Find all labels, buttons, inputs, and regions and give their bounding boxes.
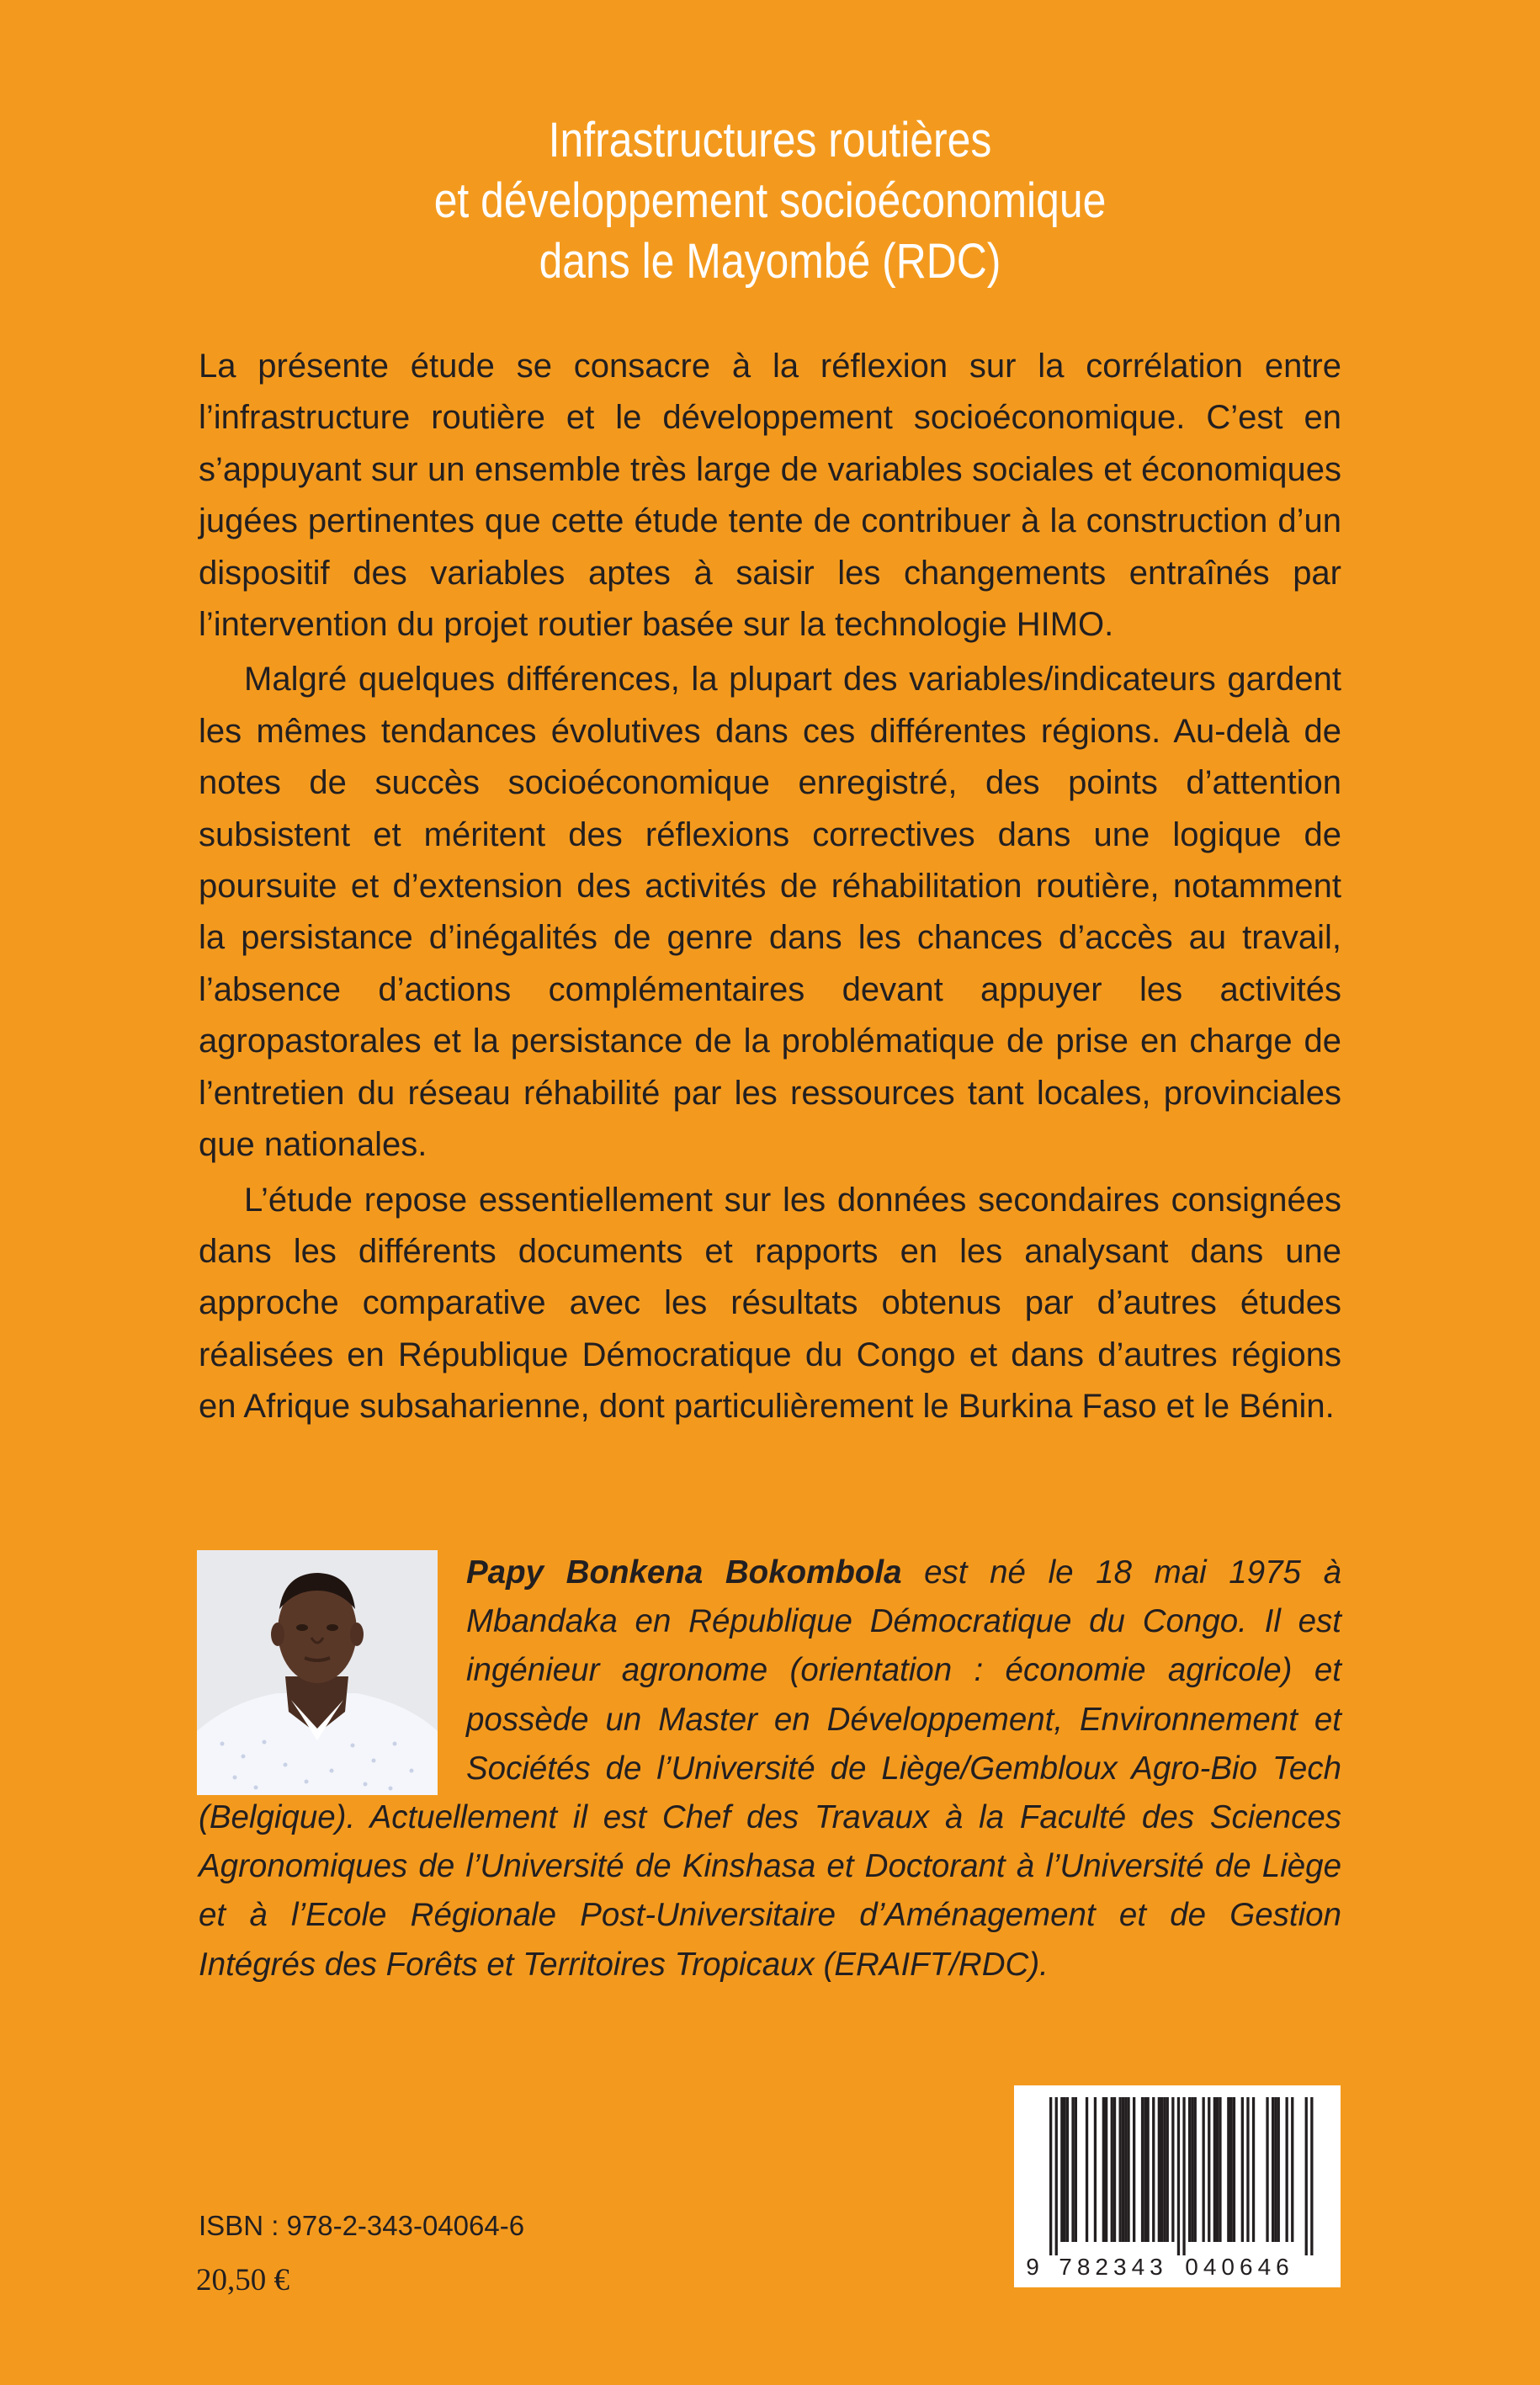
barcode-bar: [1166, 2097, 1169, 2242]
barcode-bar: [1182, 2097, 1185, 2255]
barcode-bar: [1111, 2097, 1113, 2242]
barcode-bar: [1049, 2097, 1052, 2255]
barcode-bar: [1233, 2097, 1235, 2242]
barcode-bar: [1286, 2097, 1288, 2242]
barcode-left-digits: 782343: [1059, 2254, 1168, 2280]
summary-paragraph-2: Malgré quelques différences, la plupart des variables/indicateurs gardent les mêmes tendances évolutives dans ces différentes régions. Au-delà de notes de succès socioéconomique enregistré, des points d’attention subsistent et méritent des réflexions correctives dans une logique de poursuite et d’extension des activités de réhabilitation routière, notamment la persistance d’inégalités de genre dans les chances d’accès au travail, l’absence d’actions complémentaires devant appuyer les activités agropastorales et la persistance de la problématique de prise en charge de l’entretien du réseau réhabilité par les ressources tant locales, provinciales que nationales.: [199, 661, 1341, 1164]
barcode-bar: [1230, 2097, 1233, 2242]
barcode-bar: [1219, 2097, 1221, 2242]
author-name: Papy Bonkena Bokombola: [466, 1554, 902, 1591]
barcode-bar: [1213, 2097, 1216, 2242]
barcode-bar: [1246, 2097, 1249, 2242]
barcode-bar: [1158, 2097, 1160, 2242]
book-title: [108, 110, 1432, 292]
barcode-bar: [1305, 2097, 1308, 2255]
barcode-bar: [1122, 2097, 1124, 2242]
barcode-lead-digit: 9: [1026, 2254, 1039, 2280]
barcode-bar: [1208, 2097, 1210, 2242]
barcode-bar: [1127, 2097, 1129, 2242]
barcode-bar: [1216, 2097, 1219, 2242]
barcode-bar: [1060, 2097, 1063, 2242]
barcode-bar: [1086, 2097, 1088, 2242]
author-biography: [199, 1548, 1341, 1989]
barcode-bar: [1194, 2097, 1197, 2242]
barcode-bar: [1177, 2097, 1180, 2255]
barcode-bar: [1124, 2097, 1127, 2242]
barcode-bar: [1066, 2097, 1069, 2242]
barcode-bar: [1133, 2097, 1135, 2242]
barcode-bar: [1064, 2097, 1066, 2242]
summary-paragraph-1: La présente étude se consacre à la réflexion sur la corrélation entre l’infrastructure routière et le développement socioéconomique. C’est en s’appuyant sur un ensemble très large de variables sociales et économiques jugées pertinentes que cette étude tente de contribuer à la construction d’un dispositif des variables aptes à saisir les changements entraînés par l’intervention du projet routier basée sur la technologie HIMO.: [199, 348, 1341, 644]
barcode-bar: [1171, 2097, 1174, 2242]
author-bio-text: est né le 18 mai 1975 à Mbandaka en République Démocratique du Congo. Il est ingénieur agronome (orientation : économie agricole) et possède un Master en Développement, Environnement et Sociétés de l’Université de Liège/Gembloux Agro-Bio Tech (Belgique). Actuellement il est Chef des Travaux à la Faculté des Sciences Agronomiques de l’Université de Kinshasa et Doctorant à l’Université de Liège et à l’Ecole Régionale Post-Universitaire d’Aménagement et de Gestion Intégrés des Forêts et Territoires Tropicaux (ERAIFT/RDC).: [199, 1554, 1341, 1983]
barcode-bar: [1119, 2097, 1122, 2242]
barcode-bar: [1147, 2097, 1150, 2242]
barcode-bar: [1274, 2097, 1277, 2242]
barcode-bar: [1227, 2097, 1229, 2242]
summary-paragraph-3: L’étude repose essentiellement sur les données secondaires consignées dans les différents documents et rapports en les analysant dans une approche comparative avec les résultats obtenus par d’autres études réalisées en République Démocratique du Congo et dans d’autres régions en Afrique subsaharienne, dont particulièrement le Burkina Faso et le Bénin.: [199, 1181, 1341, 1426]
title-line-1: Infrastructures routières: [548, 112, 992, 167]
barcode-bar: [1310, 2097, 1313, 2255]
barcode-bar: [1277, 2097, 1280, 2242]
barcode-bar: [1094, 2097, 1097, 2242]
barcode-bar: [1272, 2097, 1274, 2242]
barcode-bar: [1291, 2097, 1293, 2242]
title-line-3: dans le Mayombé (RDC): [539, 233, 1001, 289]
barcode-bar: [1071, 2097, 1074, 2242]
barcode-bar: [1191, 2097, 1193, 2242]
barcode-bar: [1102, 2097, 1105, 2242]
title-line-2: et développement socioéconomique: [433, 173, 1107, 228]
barcode-bar: [1075, 2097, 1077, 2242]
barcode-bar: [1163, 2097, 1166, 2242]
barcode-bar: [1152, 2097, 1155, 2242]
barcode-bar: [1105, 2097, 1107, 2242]
barcode-bar: [1141, 2097, 1144, 2242]
barcode-bar: [1113, 2097, 1116, 2242]
barcode-right-digits: 040646: [1185, 2254, 1294, 2280]
barcode-graphic: [1014, 2085, 1341, 2287]
barcode-bar: [1188, 2097, 1191, 2242]
barcode-bar: [1203, 2097, 1205, 2242]
barcode-bar: [1144, 2097, 1146, 2242]
summary-text: [199, 341, 1341, 1433]
barcode: [1014, 2085, 1341, 2287]
barcode-bar: [1252, 2097, 1255, 2242]
price: 20,50 €: [196, 2263, 289, 2297]
barcode-bar: [1266, 2097, 1268, 2242]
isbn: ISBN : 978-2-343-04064-6: [199, 2210, 525, 2241]
barcode-bar: [1160, 2097, 1163, 2242]
barcode-bar: [1055, 2097, 1058, 2255]
barcode-bar: [1241, 2097, 1244, 2242]
